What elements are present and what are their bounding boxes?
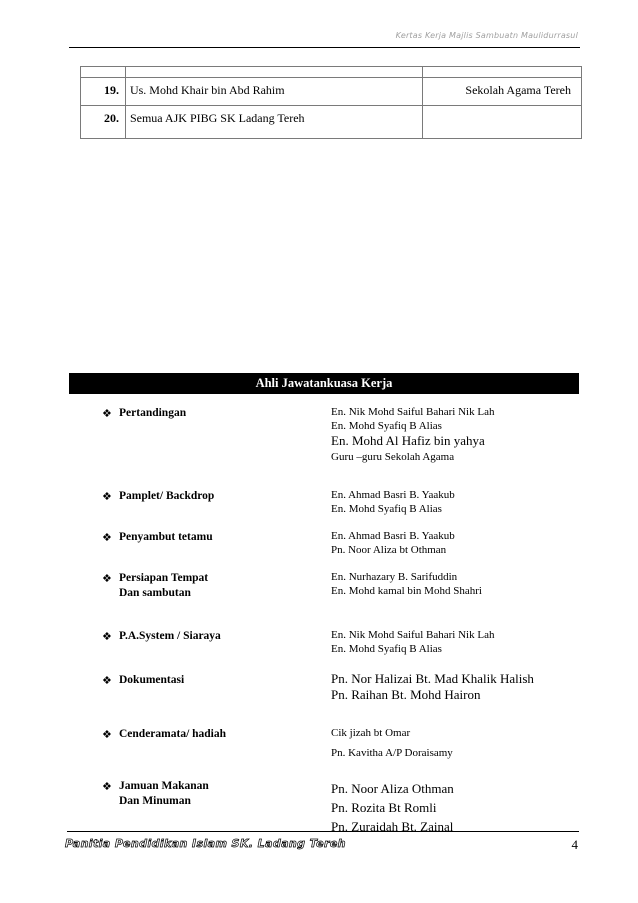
committee-members (331, 629, 591, 656)
member-name: Pn. Noor Aliza Othman (331, 781, 454, 796)
committee-role: Dokumentasi (119, 674, 185, 686)
diamond-bullet-icon: ❖ (102, 407, 112, 420)
committee-role: Jamuan Makanan Dan Minuman (119, 780, 209, 807)
member-name: En. Mohd Syafiq B Alias (331, 642, 442, 655)
member-name: Pn. Noor Aliza bt Othman (331, 543, 447, 556)
member-name: En. Ahmad Basri B. Yaakub (331, 489, 455, 501)
diamond-bullet-icon: ❖ (102, 531, 112, 544)
diamond-bullet-icon: ❖ (102, 572, 112, 585)
committee-role: Pertandingan (119, 407, 187, 419)
committee-role: Penyambut tetamu (119, 531, 213, 543)
footer-divider (67, 831, 579, 832)
participants-table (80, 66, 582, 139)
table-row-empty (81, 67, 582, 78)
diamond-bullet-icon: ❖ (102, 780, 112, 793)
row-number: 20. (81, 106, 126, 139)
diamond-bullet-icon: ❖ (102, 728, 112, 741)
table-row (81, 106, 582, 139)
committee-role: Persiapan Tempat Dan sambutan (119, 572, 209, 599)
diamond-bullet-icon: ❖ (102, 674, 112, 687)
member-name: En. Mohd kamal bin Mohd Shahri (331, 584, 482, 597)
member-name: Pn. Raihan Bt. Mohd Hairon (331, 687, 481, 702)
row-name: Us. Mohd Khair bin Abd Rahim (125, 78, 422, 106)
table-cell (423, 67, 582, 78)
committee-members (331, 781, 591, 835)
member-name: Pn. Nor Halizai Bt. Mad Khalik Halish (331, 671, 534, 686)
committee-role: Cenderamata/ hadiah (119, 728, 227, 740)
member-name: Pn. Kavitha A/P Doraisamy (331, 746, 453, 759)
committee-members (331, 530, 591, 557)
diamond-bullet-icon: ❖ (102, 630, 112, 643)
committee-members (331, 727, 591, 760)
footer-organization: Panitia Pendidikan Islam SK. Ladang Tereh (65, 837, 346, 850)
row-name: Semua AJK PIBG SK Ladang Tereh (125, 106, 422, 139)
committee-members (331, 571, 591, 598)
header-divider (69, 47, 580, 48)
table-row (81, 78, 582, 106)
member-name: En. Nurhazary B. Sarifuddin (331, 571, 458, 583)
row-number: 19. (81, 78, 126, 106)
table-cell (81, 67, 126, 78)
member-name: Cik jizah bt Omar (331, 727, 411, 739)
member-name: En. Nik Mohd Saiful Bahari Nik Lah (331, 406, 495, 418)
row-organization: Sekolah Agama Tereh (423, 78, 582, 106)
committee-members (331, 406, 591, 465)
diamond-bullet-icon: ❖ (102, 490, 112, 503)
member-name: En. Mohd Syafiq B Alias (331, 419, 442, 432)
committee-members (331, 671, 591, 703)
committee-role: Pamplet/ Backdrop (119, 490, 215, 502)
committee-role: P.A.System / Siaraya (119, 630, 221, 642)
member-name: Guru –guru Sekolah Agama (331, 451, 455, 463)
table-cell (125, 67, 422, 78)
committee-members (331, 489, 591, 516)
member-name: En. Mohd Al Hafiz bin yahya (331, 433, 485, 448)
member-name: En. Ahmad Basri B. Yaakub (331, 530, 455, 542)
section-title: Ahli Jawatankuasa Kerja (69, 373, 579, 394)
running-header: Kertas Kerja Majlis Sambuatn Maulidurrasul (395, 31, 578, 40)
member-name: En. Nik Mohd Saiful Bahari Nik Lah (331, 629, 495, 641)
row-organization (423, 106, 582, 139)
member-name: En. Mohd Syafiq B Alias (331, 502, 442, 515)
page-number: 4 (571, 837, 578, 852)
member-name: Pn. Rozita Bt Romli (331, 800, 437, 815)
member-name: Pn. Zuraidah Bt. Zainal (331, 819, 454, 834)
